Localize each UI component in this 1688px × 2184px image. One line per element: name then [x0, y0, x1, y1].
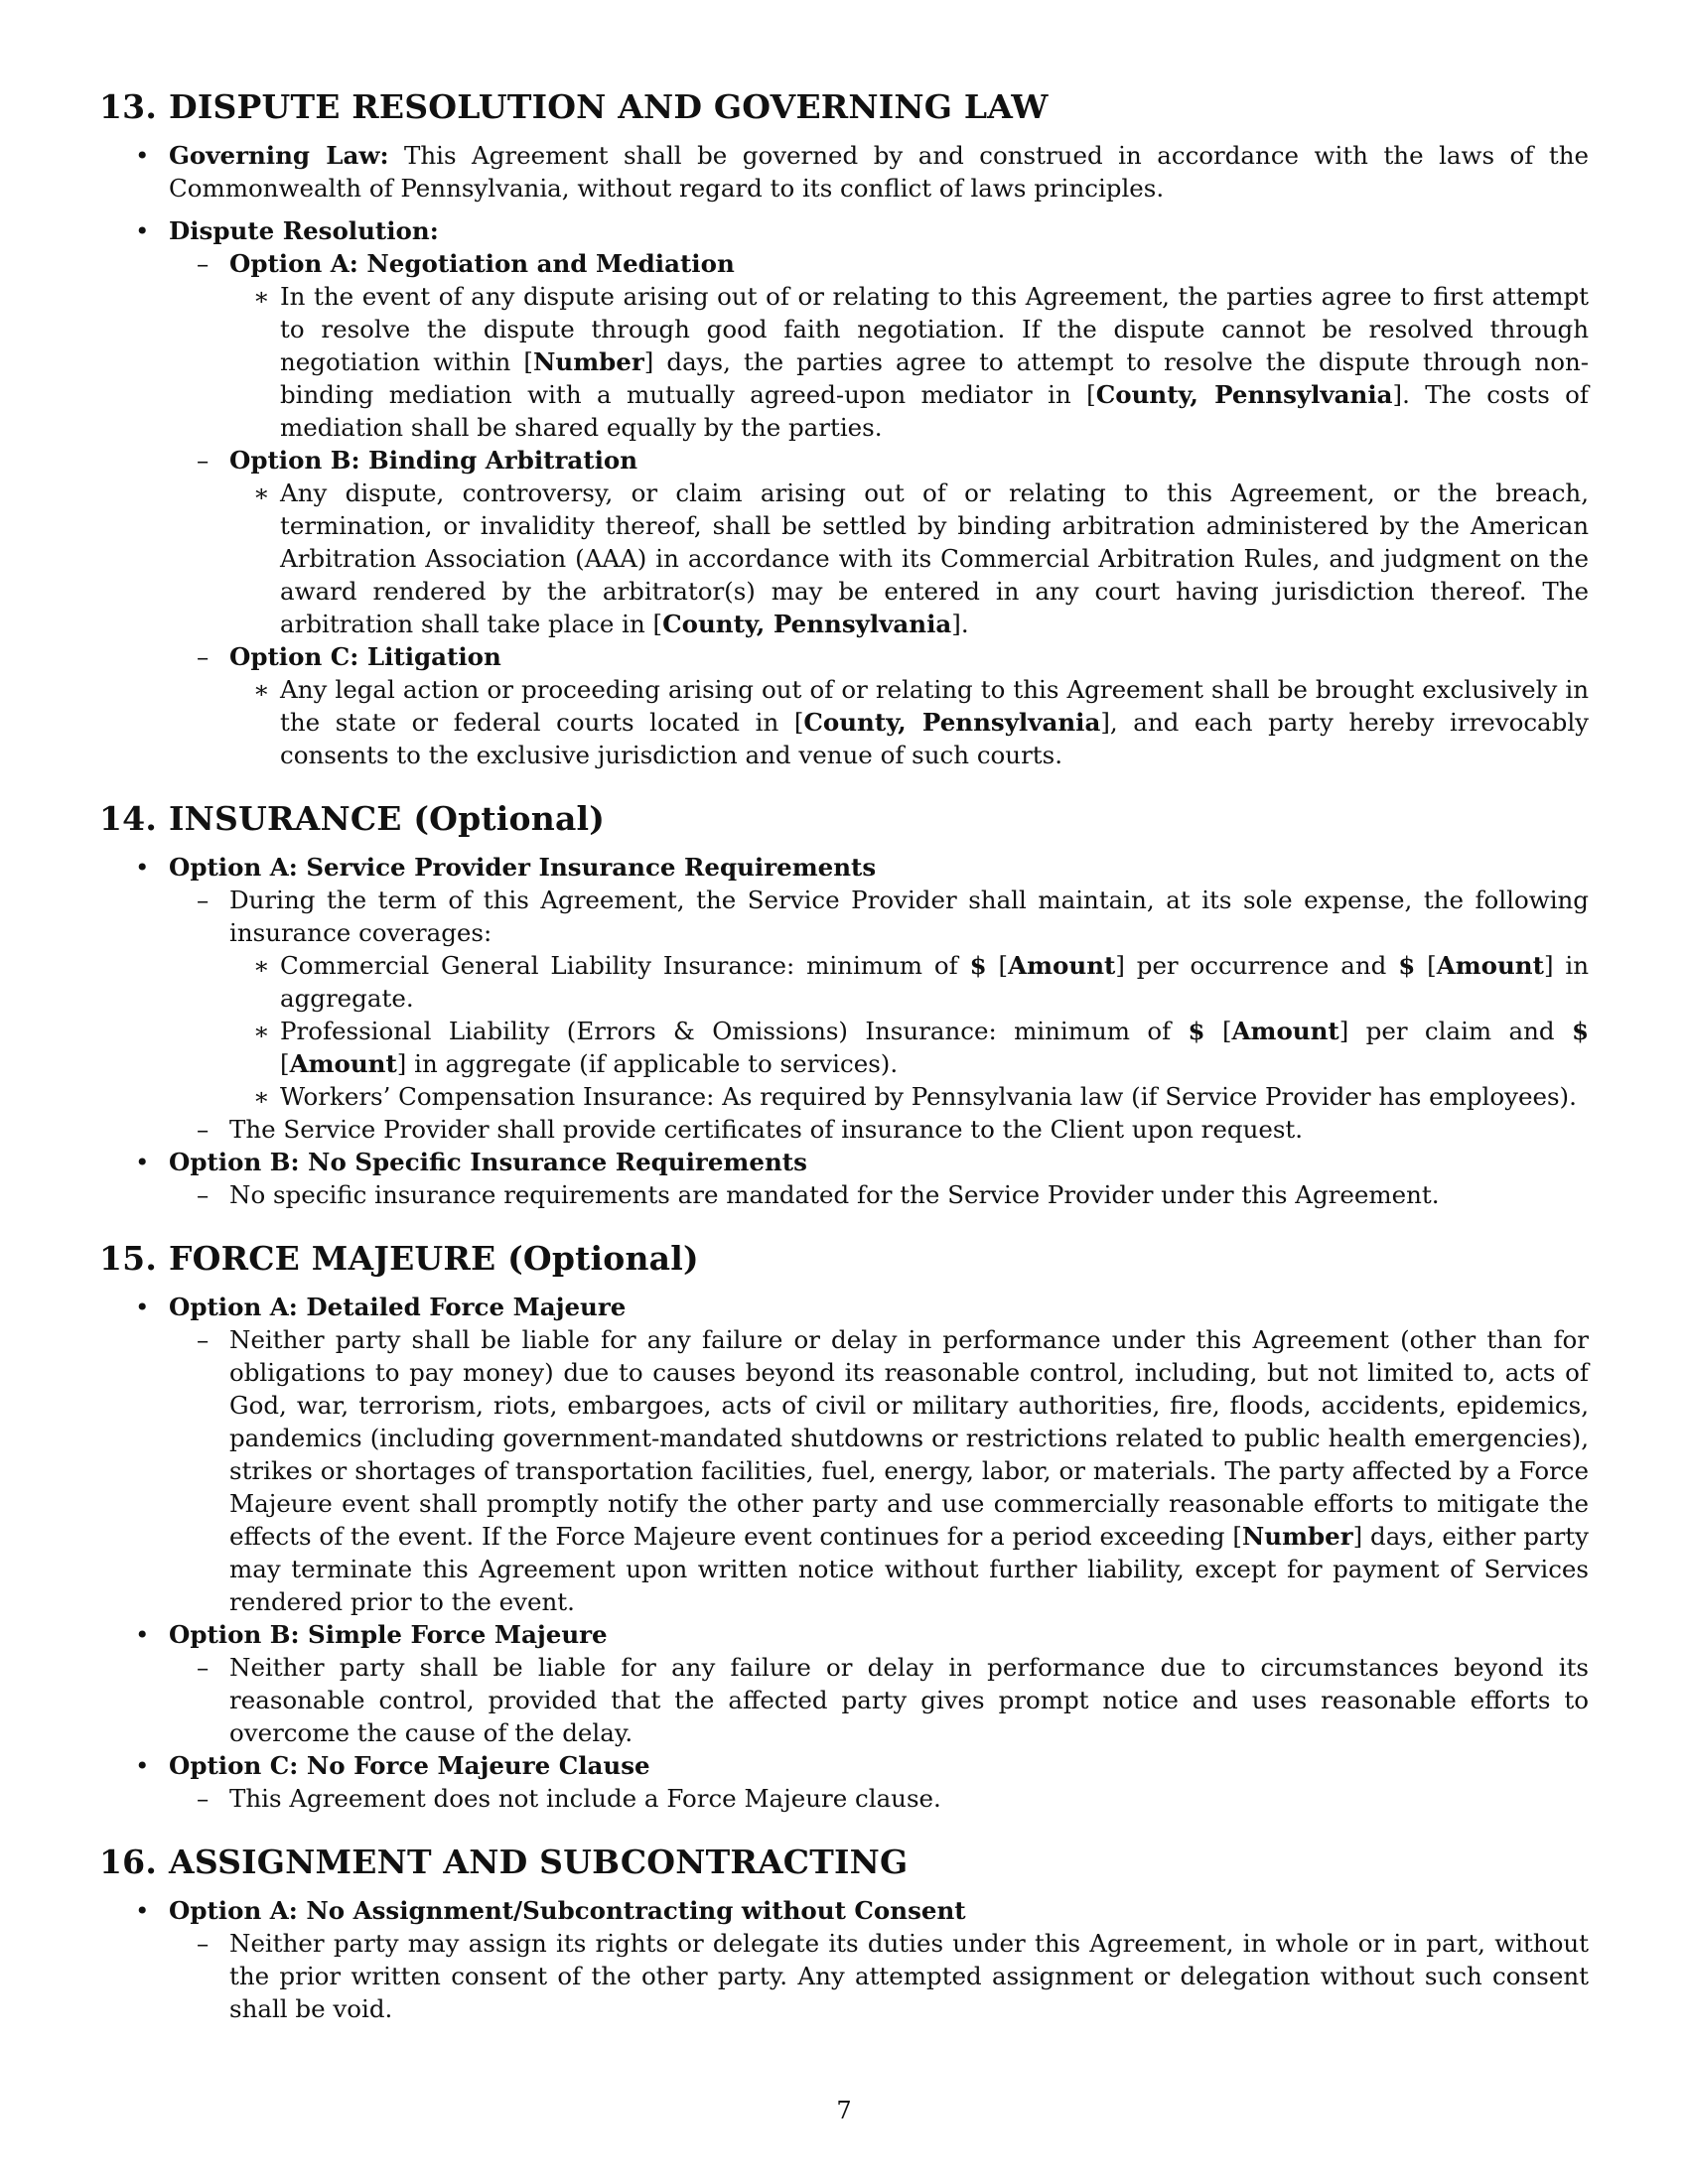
text-run: ]. [951, 610, 969, 638]
paragraph [280, 949, 1589, 1015]
list-item [169, 640, 1589, 771]
paragraph: – The Service Provider shall provide certificates of insurance to the Client upon request. [229, 1115, 1304, 1144]
list-item [229, 1080, 1589, 1113]
dispute-resolution-label: Dispute Resolution: [169, 216, 439, 245]
paragraph: – This Agreement does not include a Force Majeure clause. [229, 1784, 941, 1813]
sub-list [229, 280, 1589, 444]
text-run: ] days, the parties agree to attempt to resolve the dispute through non-binding mediation with a mutually agreed-upon mediator in [ [280, 347, 1590, 409]
sub-list [169, 1651, 1589, 1749]
page-number: 7 [836, 2097, 852, 2124]
option-label: Option A: Service Provider Insurance Requirements [169, 853, 877, 882]
paragraph [169, 1894, 1589, 1927]
section-heading [99, 1237, 1589, 1281]
paragraph [229, 444, 1589, 477]
currency-symbol: $ [1188, 1017, 1205, 1045]
paragraph [169, 214, 1589, 247]
list-item [169, 247, 1589, 444]
text-run: [ [986, 951, 1009, 980]
list-item [229, 1015, 1589, 1080]
text-run: ]. The costs of mediation shall be shared equally by the parties. [280, 380, 1589, 442]
list-item [169, 1782, 1589, 1815]
section-heading [99, 797, 1589, 841]
placeholder-field: County, Pennsylvania [662, 610, 952, 638]
paragraph: – During the term of this Agreement, the Service Provider shall maintain, at its sole expense, the following insurance coverages: [229, 886, 1589, 947]
placeholder-field: County, Pennsylvania [1095, 380, 1393, 409]
section-title: INSURANCE (Optional) [169, 799, 606, 838]
section-title: FORCE MAJEURE (Optional) [169, 1239, 699, 1278]
section-14 [99, 797, 1589, 1211]
text-run: [ [1204, 1017, 1232, 1045]
text-run: ] in aggregate (if applicable to services). [396, 1049, 899, 1078]
text-run: ], and each party hereby irrevocably consents to the exclusive jurisdiction and venue of such courts. [280, 708, 1590, 769]
paragraph [169, 1291, 1589, 1323]
list-item [169, 1178, 1589, 1211]
currency-symbol: $ [1571, 1017, 1589, 1045]
list-item [99, 1894, 1589, 2025]
option-label: Option B: Simple Force Majeure [169, 1620, 608, 1649]
bullet-list [99, 139, 1589, 771]
sub-list [229, 477, 1589, 640]
paragraph [229, 247, 1589, 280]
text-run: In the event of any dispute arising out of or relating to this Agreement, the parties agree to first attempt to resolve the dispute through good faith negotiation. If the dispute cannot be resolved through negotiation within [ [280, 282, 1589, 376]
paragraph [280, 280, 1589, 444]
option-label: Option B: No Specific Insurance Requirements [169, 1148, 807, 1176]
bullet-list [99, 1291, 1589, 1815]
section-heading [99, 85, 1589, 129]
sub-list [169, 884, 1589, 1146]
placeholder-field: Amount [1008, 951, 1116, 980]
text-run: [ [280, 1049, 290, 1078]
text-run: ] in aggregate. [280, 951, 1589, 1013]
section-number: 15. [99, 1239, 158, 1278]
list-item [229, 949, 1589, 1015]
list-item [229, 280, 1589, 444]
list-item [99, 1291, 1589, 1618]
list-item [169, 1651, 1589, 1749]
section-15 [99, 1237, 1589, 1815]
placeholder-field: County, Pennsylvania [803, 708, 1101, 737]
paragraph [169, 1618, 1589, 1651]
list-item [169, 1927, 1589, 2025]
bullet-list [99, 1894, 1589, 2025]
option-label: Option C: No Force Majeure Clause [169, 1751, 650, 1780]
paragraph [169, 1146, 1589, 1178]
text-run: Commercial General Liability Insurance: minimum of [280, 951, 970, 980]
option-label: Option A: No Assignment/Subcontracting without Consent [169, 1896, 966, 1925]
placeholder-field: Amount [1436, 951, 1544, 980]
paragraph [229, 640, 1589, 673]
text-run: ] days, either party may terminate this Agreement upon written notice without further liability, except for payment of Services rendered prior to the event. [229, 1522, 1589, 1616]
paragraph: – No specific insurance requirements are mandated for the Service Provider under this Agreement. [229, 1180, 1440, 1209]
list-item [99, 1618, 1589, 1749]
list-item [99, 214, 1589, 771]
placeholder-field: Amount [1231, 1017, 1339, 1045]
option-list [169, 247, 1589, 771]
coverage-list [229, 949, 1589, 1113]
list-item [99, 851, 1589, 1146]
paragraph [229, 1323, 1589, 1618]
paragraph [280, 1015, 1589, 1080]
text-run: ] per occurrence and [1115, 951, 1399, 980]
governing-law-label: Governing Law: [169, 141, 389, 170]
list-item [169, 1113, 1589, 1146]
option-label: Option A: Negotiation and Mediation [229, 249, 735, 278]
text-run: Neither party shall be liable for any failure or delay in performance under this Agreement (other than for obligations to pay money) due to causes beyond its reasonable control, including, but not limited to, acts of God, war, terrorism, riots, embargoes, acts of civil or military authorities, fire, floods, accidents, epidemics, pandemics (including government-mandated shutdowns or restrictions related to public health emergencies), strikes or shortages of transportation facilities, fuel, energy, labor, or materials. The party affected by a Force Majeure event shall promptly notify the other party and use commercially reasonable efforts to mitigate the effects of the event. If the Force Majeure event continues for a period exceeding [ [229, 1325, 1589, 1551]
paragraph: – Neither party shall be liable for any failure or delay in performance due to circumstances beyond its reasonable control, provided that the affected party gives prompt notice and uses reasonable efforts to overcome the cause of the delay. [229, 1653, 1589, 1747]
list-item [169, 884, 1589, 1113]
paragraph [169, 139, 1589, 205]
section-number: 14. [99, 799, 158, 838]
sub-list [169, 1323, 1589, 1618]
placeholder-field: Amount [289, 1049, 397, 1078]
list-item [229, 477, 1589, 640]
section-16 [99, 1841, 1589, 2025]
currency-symbol: $ [969, 951, 987, 980]
paragraph [169, 1749, 1589, 1782]
text-run: ] per claim and [1338, 1017, 1572, 1045]
option-label: Option B: Binding Arbitration [229, 446, 638, 475]
section-number: 13. [99, 87, 158, 126]
section-title: DISPUTE RESOLUTION AND GOVERNING LAW [169, 87, 1049, 126]
paragraph [169, 851, 1589, 884]
currency-symbol: $ [1398, 951, 1416, 980]
section-heading [99, 1841, 1589, 1884]
page-content [99, 85, 1589, 2051]
text-run: [ [1415, 951, 1437, 980]
option-label: Option A: Detailed Force Majeure [169, 1293, 627, 1321]
sub-list [169, 1782, 1589, 1815]
paragraph [280, 477, 1589, 640]
section-number: 16. [99, 1843, 158, 1881]
option-label: Option C: Litigation [229, 642, 501, 671]
list-item [99, 139, 1589, 205]
list-item [99, 1749, 1589, 1815]
sub-list [229, 673, 1589, 771]
list-item [169, 1323, 1589, 1618]
list-item [99, 1146, 1589, 1211]
text-run: Any dispute, controversy, or claim arising out of or relating to this Agreement, or the breach, termination, or invalidity thereof, shall be settled by binding arbitration administered by the American Arbitration Association (AAA) in accordance with its Commercial Arbitration Rules, and judgment on the award rendered by the arbitrator(s) may be entered in any court having jurisdiction thereof. The arbitration shall take place in [ [280, 478, 1589, 638]
paragraph [280, 673, 1589, 771]
bullet-list [99, 851, 1589, 1211]
text-run: Any legal action or proceeding arising out of or relating to this Agreement shall be brought exclusively in the state or federal courts located in [ [280, 675, 1589, 737]
paragraph: ∗ Workers’ Compensation Insurance: As required by Pennsylvania law (if Service Provider has employees). [280, 1082, 1577, 1111]
section-13 [99, 85, 1589, 771]
placeholder-field: Number [1241, 1522, 1353, 1551]
list-item [229, 673, 1589, 771]
sub-list [169, 1178, 1589, 1211]
governing-law-text: This Agreement shall be governed by and construed in accordance with the laws of the Commonwealth of Pennsylvania, without regard to its conflict of laws principles. [169, 141, 1589, 203]
text-run: Professional Liability (Errors & Omissions) Insurance: minimum of [280, 1017, 1189, 1045]
sub-list [169, 1927, 1589, 2025]
list-item [169, 444, 1589, 640]
placeholder-field: Number [532, 347, 644, 376]
section-title: ASSIGNMENT AND SUBCONTRACTING [169, 1843, 909, 1881]
paragraph: – Neither party may assign its rights or delegate its duties under this Agreement, in whole or in part, without the prior written consent of the other party. Any attempted assignment or delegation without such consent shall be void. [229, 1929, 1589, 2023]
